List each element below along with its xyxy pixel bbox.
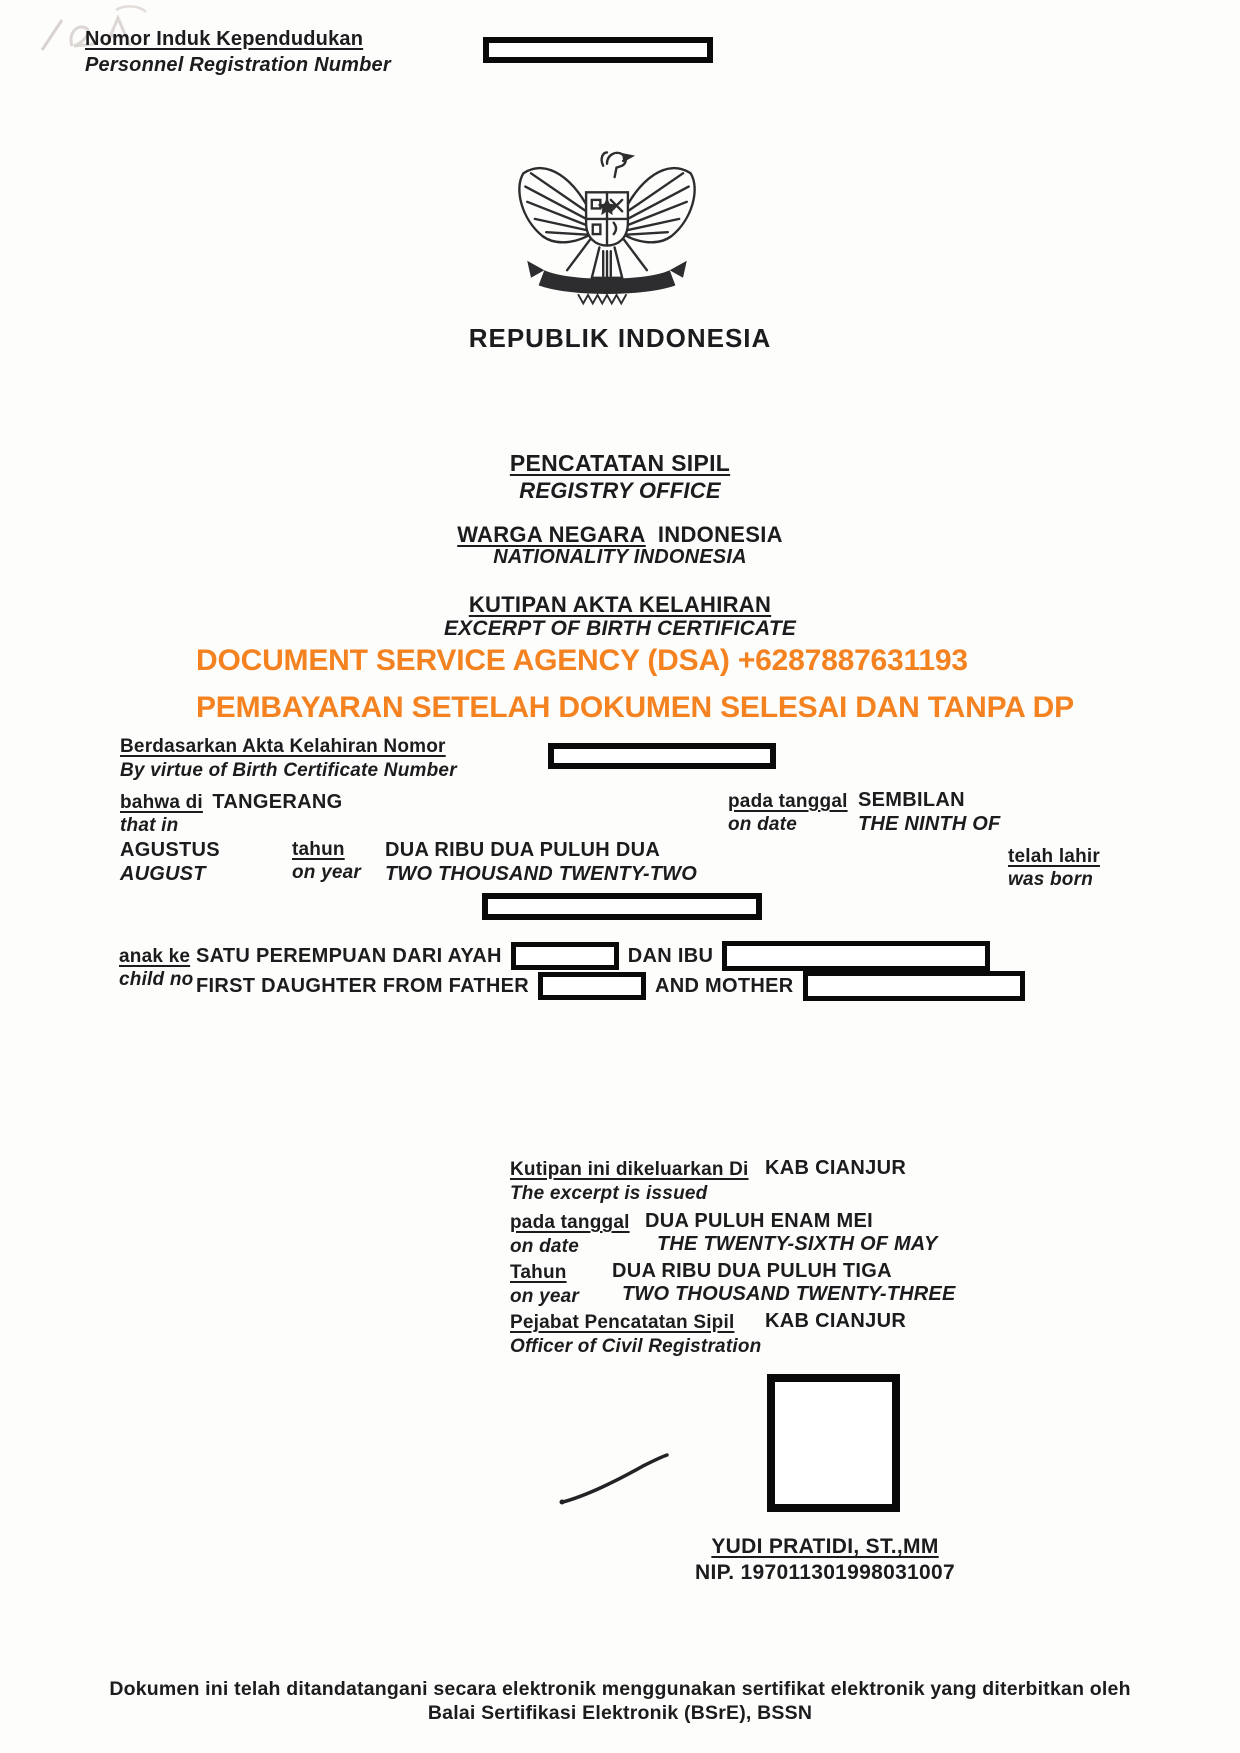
birth-year-en: TWO THOUSAND TWENTY-TWO (385, 863, 697, 885)
issue-date-en: THE TWENTY-SIXTH OF MAY (657, 1233, 938, 1255)
issue-on-date-label-en: on date (510, 1236, 579, 1257)
signature-stroke-icon (555, 1438, 695, 1513)
issued-at-label-id: Kutipan ini dikeluarkan Di (510, 1159, 749, 1180)
watermark-line-2: PEMBAYARAN SETELAH DOKUMEN SELESAI DAN TANPA DP (196, 691, 1074, 724)
on-date-block (728, 791, 848, 836)
child-no-label-id: anak ke (119, 946, 191, 967)
signatory-name: YUDI PRATIDI, ST.,MM (711, 1535, 939, 1558)
nik-label-id: Nomor Induk Kependudukan (85, 28, 364, 50)
nik-label-en: Personnel Registration Number (85, 54, 391, 76)
redaction-box-child-name (482, 893, 762, 920)
redaction-box-certificate-number (548, 743, 776, 769)
officer-place-value: KAB CIANJUR (765, 1310, 907, 1332)
garuda-emblem-icon (512, 144, 702, 309)
watermark-line-1: DOCUMENT SERVICE AGENCY (DSA) +6287887631193 (196, 644, 968, 677)
officer-label-id: Pejabat Pencatatan Sipil (510, 1312, 735, 1333)
birth-month-block (120, 839, 220, 886)
office-title-id: PENCATATAN SIPIL (509, 450, 731, 476)
parentage-en-before: FIRST DAUGHTER FROM FATHER (196, 974, 529, 997)
parentage-line-id (196, 941, 990, 971)
officer-label-en: Officer of Civil Registration (510, 1336, 762, 1357)
basis-block (120, 736, 457, 782)
office-title-en: REGISTRY OFFICE (519, 478, 721, 503)
nationality-line (0, 522, 1240, 548)
footer-line-1: Dokumen ini telah ditandatangani secara elektronik menggunakan sertifikat elektronik yang diterbitkan oleh (109, 1678, 1131, 1700)
parentage-id-middle: DAN IBU (627, 944, 714, 967)
basis-label-id: Berdasarkan Akta Kelahiran Nomor (120, 736, 446, 757)
was-born-label-en: was born (1008, 869, 1094, 890)
signatory-nip: NIP. 197011301998031007 (695, 1561, 955, 1584)
parentage-line-en (196, 971, 1025, 1001)
nationality-label-id: WARGA NEGARA (457, 522, 646, 547)
redaction-box-father-en (538, 972, 646, 1000)
birth-year-id: DUA RIBU DUA PULUH DUA (385, 839, 661, 861)
footer-line-2: Balai Sertifikasi Elektronik (BSrE), BSSN (427, 1702, 813, 1724)
on-year-block (292, 839, 361, 884)
officer-block (510, 1312, 761, 1358)
birth-date-block (858, 789, 1000, 836)
issue-year-label-block (510, 1262, 579, 1308)
nationality-value: INDONESIA (657, 522, 783, 547)
birthplace-block (120, 791, 342, 837)
parentage-en-middle: AND MOTHER (654, 974, 794, 997)
birth-month-id: AGUSTUS (120, 839, 220, 861)
issued-at-label-en: The excerpt is issued (510, 1183, 708, 1204)
on-year-label-id: tahun (292, 839, 345, 860)
issue-on-year-label-en: on year (510, 1286, 579, 1307)
issue-date-label-block (510, 1212, 630, 1258)
birth-month-en: AUGUST (120, 863, 206, 885)
issue-year-en: TWO THOUSAND TWENTY-THREE (622, 1283, 956, 1305)
nationality-line-en: NATIONALITY INDONESIA (493, 546, 747, 568)
redaction-box-nik (483, 37, 713, 63)
birth-place-value: TANGERANG (212, 791, 343, 813)
issue-on-year-label-id: Tahun (510, 1262, 567, 1283)
on-date-label-id: pada tanggal (728, 791, 848, 812)
child-no-block (119, 946, 193, 991)
document-title-id: KUTIPAN AKTA KELAHIRAN (468, 592, 772, 617)
redaction-box-father-id (511, 942, 619, 970)
issue-date-id: DUA PULUH ENAM MEI (645, 1210, 873, 1232)
qr-code-placeholder (767, 1374, 900, 1512)
birth-date-id: SEMBILAN (858, 789, 965, 811)
redaction-box-mother-id (722, 941, 990, 971)
issue-on-date-label-id: pada tanggal (510, 1212, 630, 1233)
country-title: REPUBLIK INDONESIA (468, 323, 772, 353)
child-no-label-en: child no (119, 969, 194, 990)
issue-year-id: DUA RIBU DUA PULUH TIGA (612, 1260, 892, 1282)
was-born-label-id: telah lahir (1008, 846, 1100, 867)
issued-at-block (510, 1159, 749, 1205)
that-in-label-id: bahwa di (120, 792, 203, 813)
parentage-id-before: SATU PEREMPUAN DARI AYAH (196, 944, 502, 967)
issued-place-value: KAB CIANJUR (765, 1157, 907, 1179)
document-title-en: EXCERPT OF BIRTH CERTIFICATE (443, 617, 797, 640)
that-in-label-en: that in (120, 815, 179, 836)
signatory-block (660, 1535, 990, 1585)
nik-header (85, 28, 391, 77)
redaction-box-mother-en (803, 971, 1025, 1001)
birth-date-en: THE NINTH OF (858, 813, 1001, 835)
basis-label-en: By virtue of Birth Certificate Number (120, 760, 457, 781)
on-date-label-en: on date (728, 814, 797, 835)
was-born-block (1008, 846, 1100, 891)
birth-year-block (385, 839, 697, 886)
on-year-label-en: on year (292, 862, 361, 883)
